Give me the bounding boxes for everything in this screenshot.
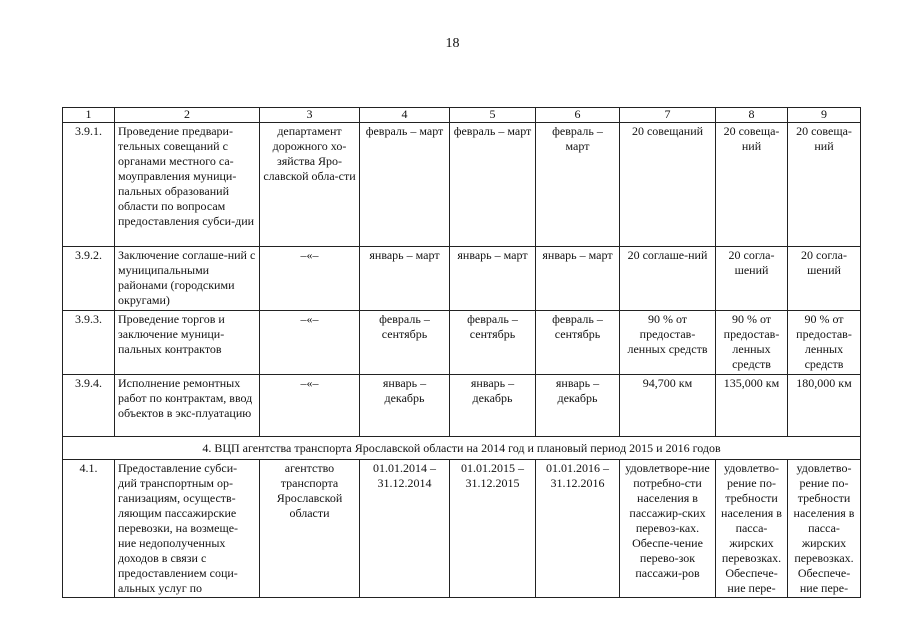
period-2016: январь – декабрь	[536, 375, 620, 437]
executor: департамент дорожного хо-зяйства Яро-славской обла-сти	[260, 123, 360, 247]
item-number: 3.9.2.	[63, 247, 115, 311]
period-2016: январь – март	[536, 247, 620, 311]
activity-name: Проведение предвари-тельных совещаний с органами местного са-моуправления муници-пальных образований области по вопросам предоставления субси-дии	[115, 123, 260, 247]
result-2015: удовлетво-рение по-требности населения в пасса-жирских перевозках. Обеспече-ние пере-	[716, 460, 788, 598]
period-2015: 01.01.2015 – 31.12.2015	[450, 460, 536, 598]
item-number: 3.9.1.	[63, 123, 115, 247]
period-2015: февраль – март	[450, 123, 536, 247]
column-number-row	[63, 108, 861, 123]
header-cell: 2	[115, 108, 260, 123]
result-2016: 90 % от предостав-ленных средств	[788, 311, 861, 375]
table-row	[63, 247, 861, 311]
program-table	[62, 107, 861, 598]
page-number: 18	[445, 36, 460, 51]
header-cell: 7	[620, 108, 716, 123]
result-2016: 20 совеща-ний	[788, 123, 861, 247]
result-2014: удовлетворе-ние потребно-сти населения в пассажир-ских перевоз-ках. Обеспе-чение перево-зок пассажи-ров	[620, 460, 716, 598]
executor: –«–	[260, 311, 360, 375]
header-cell: 4	[360, 108, 450, 123]
result-2014: 20 совещаний	[620, 123, 716, 247]
period-2014: 01.01.2014 – 31.12.2014	[360, 460, 450, 598]
activity-name: Исполнение ремонтных работ по контрактам, ввод объектов в экс-плуатацию	[115, 375, 260, 437]
table-row	[63, 375, 861, 437]
period-2016: февраль – сентябрь	[536, 311, 620, 375]
header-cell: 9	[788, 108, 861, 123]
result-2014: 20 соглаше-ний	[620, 247, 716, 311]
period-2015: январь – март	[450, 247, 536, 311]
table-row	[63, 460, 861, 598]
activity-name: Заключение соглаше-ний с муниципальными районами (городскими округами)	[115, 247, 260, 311]
executor: агентство транспорта Ярославской области	[260, 460, 360, 598]
section-row	[63, 437, 861, 460]
result-2015: 20 совеща-ний	[716, 123, 788, 247]
item-number: 4.1.	[63, 460, 115, 598]
result-2016: 20 согла-шений	[788, 247, 861, 311]
period-2015: февраль – сентябрь	[450, 311, 536, 375]
header-cell: 3	[260, 108, 360, 123]
period-2014: февраль – сентябрь	[360, 311, 450, 375]
header-cell: 5	[450, 108, 536, 123]
result-2015: 90 % от предостав-ленных средств	[716, 311, 788, 375]
result-2015: 20 согла-шений	[716, 247, 788, 311]
result-2015: 135,000 км	[716, 375, 788, 437]
header-cell: 8	[716, 108, 788, 123]
table-row	[63, 123, 861, 247]
result-2014: 90 % от предостав-ленных средств	[620, 311, 716, 375]
executor: –«–	[260, 247, 360, 311]
result-2014: 94,700 км	[620, 375, 716, 437]
header-cell: 6	[536, 108, 620, 123]
executor: –«–	[260, 375, 360, 437]
item-number: 3.9.3.	[63, 311, 115, 375]
header-cell: 1	[63, 108, 115, 123]
period-2014: февраль – март	[360, 123, 450, 247]
item-number: 3.9.4.	[63, 375, 115, 437]
period-2015: январь – декабрь	[450, 375, 536, 437]
period-2016: 01.01.2016 – 31.12.2016	[536, 460, 620, 598]
activity-name: Предоставление субси-дий транспортным ор-ганизациям, осуществ-ляющим пассажирские перевозки, на возмеще-ние недополученных доходов в связи с предоставлением соци-альных услуг по	[115, 460, 260, 598]
table-row	[63, 311, 861, 375]
activity-name: Проведение торгов и заключение муници-пальных контрактов	[115, 311, 260, 375]
result-2016: 180,000 км	[788, 375, 861, 437]
section-title: 4. ВЦП агентства транспорта Ярославской области на 2014 год и плановый период 2015 и 2016 годов	[63, 437, 861, 460]
period-2014: январь – март	[360, 247, 450, 311]
period-2016: февраль – март	[536, 123, 620, 247]
result-2016: удовлетво-рение по-требности населения в пасса-жирских перевозках. Обеспече-ние пере-	[788, 460, 861, 598]
period-2014: январь – декабрь	[360, 375, 450, 437]
